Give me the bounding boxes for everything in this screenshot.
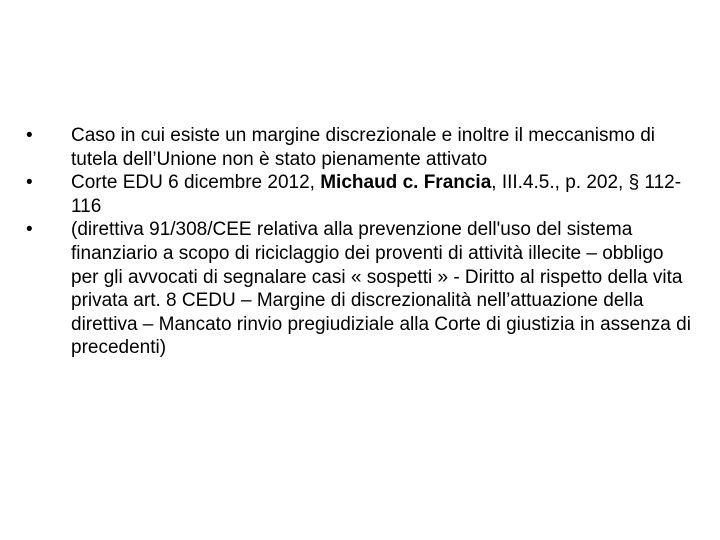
bullet-text: Caso in cui esiste un margine discrezionale e inoltre il meccanismo di tutela dell’Unione non è stato pienamente attivato <box>71 125 655 170</box>
bullet-marker: • <box>26 125 33 146</box>
bullet-item-2 <box>26 171 696 218</box>
bullet-list <box>26 124 696 360</box>
bullet-text: (direttiva 91/308/CEE relativa alla prevenzione dell'uso del sistema finanziario a scopo di riciclaggio dei proventi di attività illecite – obbligo per gli avvocati di segnalare casi « sospetti » - Diritto al rispetto della vita privata art. 8 CEDU – Margine di discrezionalità nell’attuazione della direttiva – Mancato rinvio pregiudiziale alla Corte di giustizia in assenza di precedenti) <box>71 219 691 359</box>
bullet-text-suffix: , III.4.5., p. 202, § 112-116 <box>71 172 682 217</box>
bullet-marker: • <box>26 219 33 241</box>
case-name: Michaud c. Francia <box>320 172 492 194</box>
bullet-text-prefix: Corte EDU 6 dicembre 2012, <box>71 172 321 194</box>
bullet-item-1 <box>26 124 696 171</box>
bullet-item-3 <box>26 218 696 360</box>
bullet-marker: • <box>26 172 33 194</box>
